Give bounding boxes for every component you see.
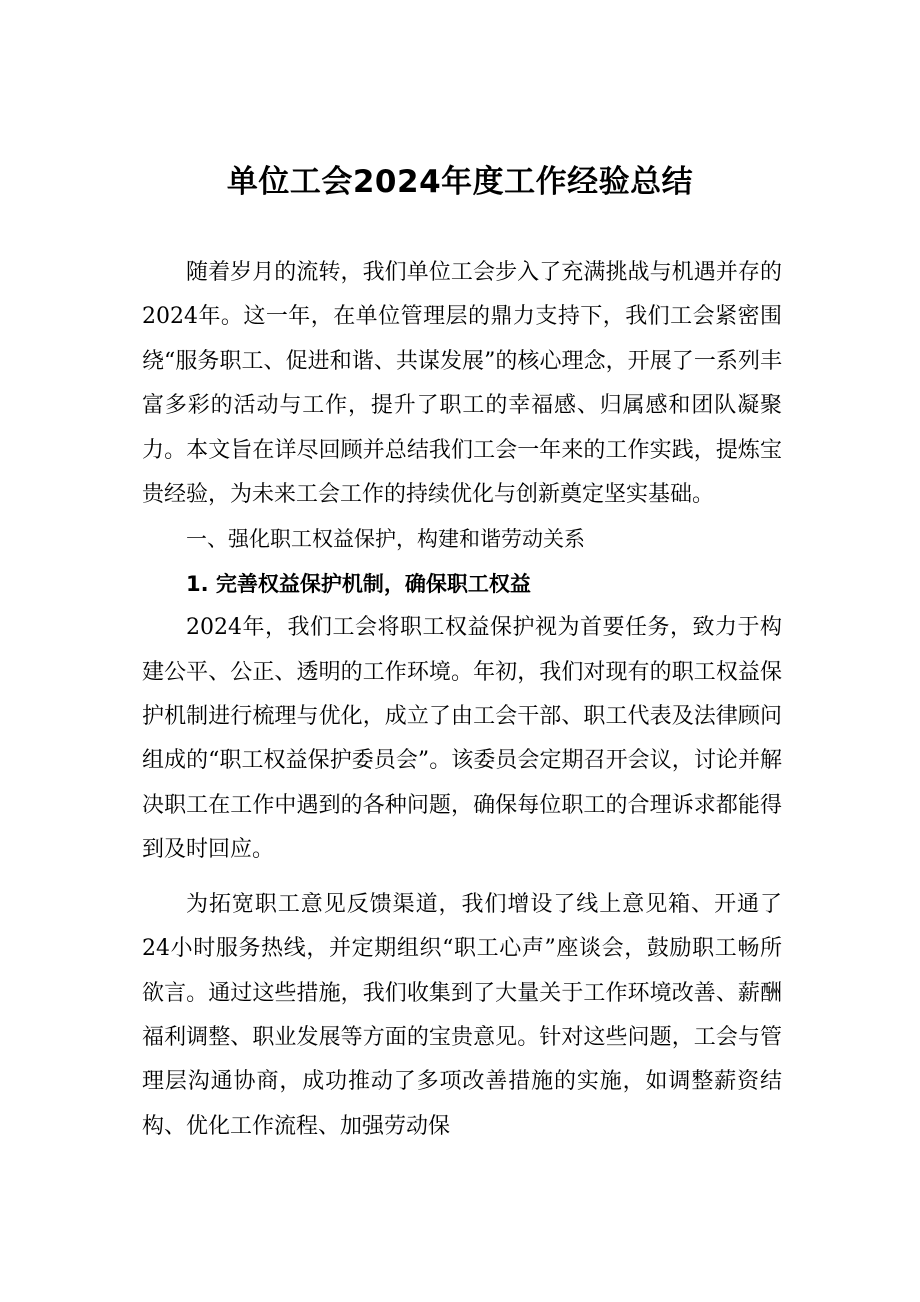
section-heading: 一、强化职工权益保护，构建和谐劳动关系 [186, 527, 585, 552]
intro-paragraph: 随着岁月的流转，我们单位工会步入了充满挑战与机遇并存的2024年。这一年，在单位管理层的鼎力支持下，我们工会紧密围绕“服务职工、促进和谐、共谋发展”的核心理念，开展了一系列丰富多彩的活动与工作，提升了职工的幸福感、归属感和团队凝聚力。本文旨在详尽回顾并总结我们工会一年来的工作实践，提炼宝贵经验，为未来工会工作的持续优化与创新奠定坚实基础。 [142, 260, 782, 508]
subsection-heading: 1. 完善权益保护机制，确保职工权益 [186, 571, 531, 596]
document-title: 单位工会2024年度工作经验总结 [226, 164, 694, 200]
document-body [142, 251, 782, 1149]
body-paragraph: 2024年，我们工会将职工权益保护视为首要任务，致力于构建公平、公正、透明的工作环境。年初，我们对现有的职工权益保护机制进行梳理与优化，成立了由工会干部、职工代表及法律顾问组成的“职工权益保护委员会”。该委员会定期召开会议，讨论并解决职工在工作中遇到的各种问题，确保每位职工的合理诉求都能得到及时回应。 [142, 615, 782, 863]
body-paragraph: 为拓宽职工意见反馈渠道，我们增设了线上意见箱、开通了24小时服务热线，并定期组织“职工心声”座谈会，鼓励职工畅所欲言。通过这些措施，我们收集到了大量关于工作环境改善、薪酬福利调整、职业发展等方面的宝贵意见。针对这些问题，工会与管理层沟通协商，成功推动了多项改善措施的实施，如调整薪资结构、优化工作流程、加强劳动保 [142, 891, 782, 1139]
